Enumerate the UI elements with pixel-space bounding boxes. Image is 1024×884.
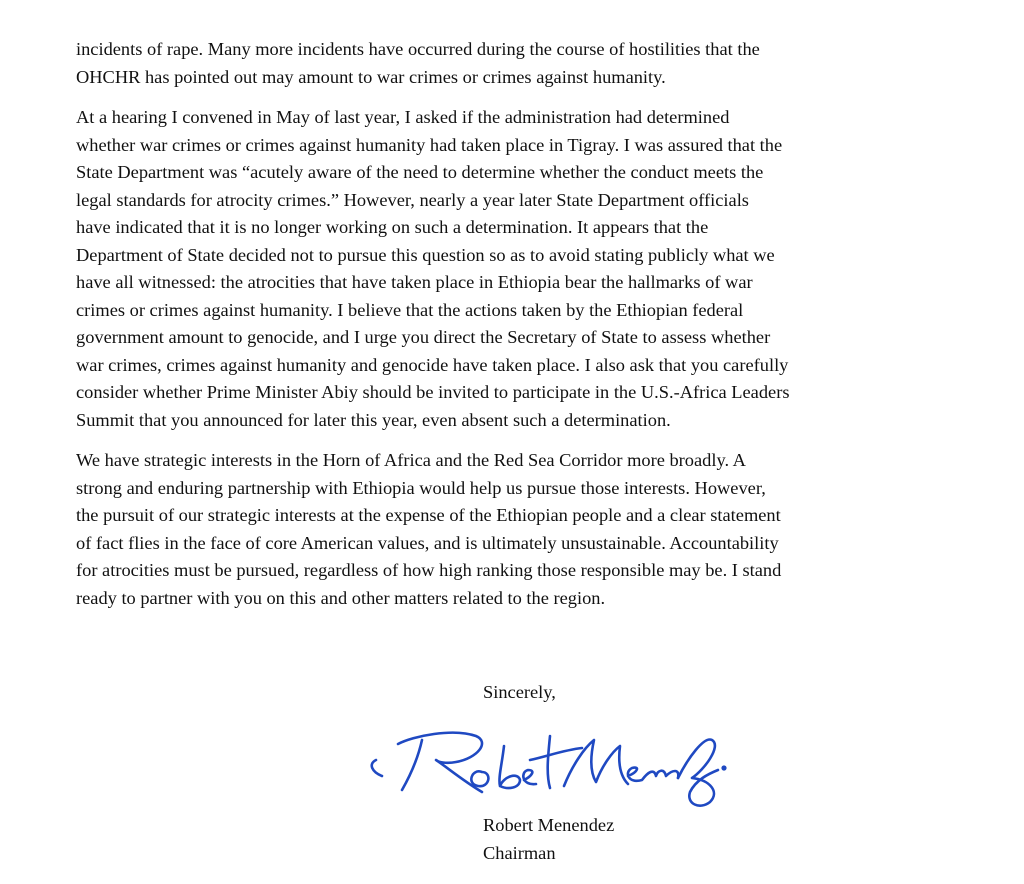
text-line: whether war crimes or crimes against humanity had taken place in Tigray. I was assured that the (76, 134, 783, 155)
text-line: war crimes, crimes against humanity and genocide have taken place. I also ask that you carefully (76, 354, 789, 375)
signer-name: Robert Menendez (483, 815, 615, 835)
closing: Sincerely, (483, 682, 556, 702)
paragraph-3 (76, 447, 966, 612)
text-line: government amount to genocide, and I urge you direct the Secretary of State to assess whether (76, 327, 771, 347)
text-line: crimes or crimes against humanity. I believe that the actions taken by the Ethiopian federal (76, 299, 744, 320)
text-line: OHCHR has pointed out may amount to war crimes or crimes against humanity. (76, 66, 666, 87)
text-line: strong and enduring partnership with Ethiopia would help us pursue those interests. However, (76, 477, 766, 498)
text-line: incidents of rape. Many more incidents have occurred during the course of hostilities that the (76, 39, 760, 59)
text-line: for atrocities must be pursued, regardless of how high ranking those responsible may be. I stand (76, 560, 782, 580)
text-line: Department of State decided not to pursue this question so as to avoid stating publicly what we (76, 244, 775, 265)
signature-image (358, 706, 738, 816)
paragraph-1 (76, 36, 966, 91)
signer-title: Chairman (483, 842, 556, 863)
text-line: We have strategic interests in the Horn of Africa and the Red Sea Corridor more broadly. A (76, 450, 746, 470)
text-line: the pursuit of our strategic interests at the expense of the Ethiopian people and a clear statement (76, 505, 781, 525)
signature-strokes (372, 733, 726, 806)
text-line: consider whether Prime Minister Abiy should be invited to participate in the U.S.-Africa Leaders (76, 382, 790, 402)
text-line: of fact flies in the face of core American values, and is ultimately unsustainable. Accountability (76, 532, 779, 553)
text-line: State Department was “acutely aware of the need to determine whether the conduct meets the (76, 162, 764, 182)
letter-body (76, 36, 966, 625)
text-line: Summit that you announced for later this year, even absent such a determination. (76, 409, 671, 430)
text-line: At a hearing I convened in May of last year, I asked if the administration had determined (76, 107, 730, 127)
text-line: ready to partner with you on this and other matters related to the region. (76, 587, 606, 608)
text-line: have all witnessed: the atrocities that have taken place in Ethiopia bear the hallmarks of war (76, 272, 753, 292)
paragraph-2 (76, 104, 966, 434)
text-line: have indicated that it is no longer working on such a determination. It appears that the (76, 217, 709, 237)
signer-block (483, 812, 614, 867)
text-line: legal standards for atrocity crimes.” However, nearly a year later State Department officials (76, 189, 749, 210)
